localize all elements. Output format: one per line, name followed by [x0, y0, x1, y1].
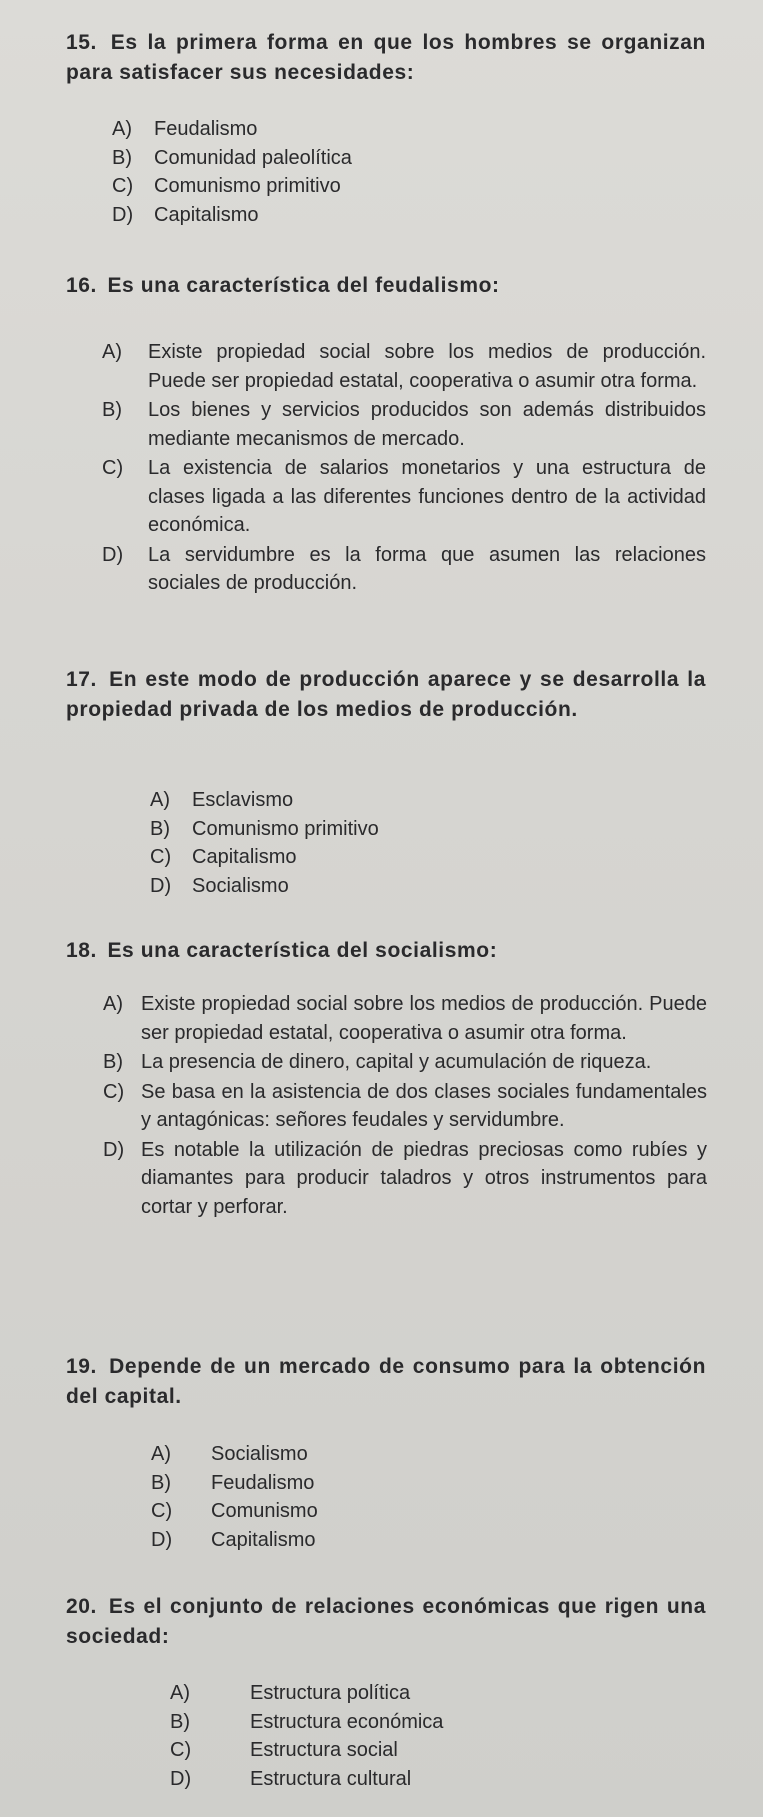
question-number: 19.	[66, 1355, 97, 1378]
question-20-prompt	[66, 1592, 706, 1652]
option-c[interactable]: C) Comunismo	[151, 1500, 318, 1522]
question-number: 16.	[66, 274, 97, 297]
question-15-prompt	[66, 28, 706, 88]
option-b[interactable]: B) Los bienes y servicios producidos son además distribuidos mediante mecanismos de mercado.	[102, 399, 706, 450]
question-text: Es la primera forma en que los hombres se organizan para satisfacer sus necesidades:	[66, 31, 706, 84]
question-16-options	[102, 338, 706, 598]
question-17	[66, 665, 706, 725]
question-16-prompt	[66, 271, 706, 301]
option-d[interactable]: D) Capitalismo	[112, 203, 259, 226]
question-19-prompt	[66, 1352, 706, 1412]
question-17-options	[150, 786, 379, 900]
question-number: 17.	[66, 668, 97, 691]
option-b[interactable]: B) Comunismo primitivo	[150, 817, 379, 840]
option-d[interactable]: D) Socialismo	[150, 874, 289, 897]
question-18-options	[103, 990, 707, 1221]
option-b[interactable]: B) Feudalismo	[151, 1471, 315, 1494]
question-16	[66, 271, 706, 301]
option-b[interactable]: B) La presencia de dinero, capital y acumulación de riqueza.	[103, 1051, 652, 1073]
option-a[interactable]: A) Feudalismo	[112, 118, 258, 140]
option-c[interactable]: C) Capitalismo	[150, 846, 297, 868]
option-c[interactable]: C) Comunismo primitivo	[112, 175, 341, 197]
option-a[interactable]: A) Existe propiedad social sobre los medios de producción. Puede ser propiedad estatal, cooperativa o asumir otra forma.	[103, 993, 707, 1044]
option-d[interactable]: D) La servidumbre es la forma que asumen las relaciones sociales de producción.	[102, 543, 706, 594]
option-d[interactable]: D) Estructura cultural	[170, 1767, 412, 1790]
question-19	[66, 1352, 706, 1412]
option-b[interactable]: B) Estructura económica	[170, 1710, 444, 1733]
question-text: Es una característica del socialismo:	[107, 939, 498, 962]
question-number: 18.	[66, 939, 97, 962]
option-a[interactable]: A) Socialismo	[151, 1443, 308, 1465]
question-15	[66, 28, 706, 88]
option-d[interactable]: D) Capitalismo	[151, 1528, 316, 1551]
question-18-prompt	[66, 936, 706, 966]
question-number: 20.	[66, 1595, 97, 1618]
question-text: Es una característica del feudalismo:	[107, 274, 500, 297]
option-d[interactable]: D) Es notable la utilización de piedras preciosas como rubíes y diamantes para producir taladros y otros instrumentos para cortar y perforar.	[103, 1138, 707, 1218]
option-a[interactable]: A) Existe propiedad social sobre los medios de producción. Puede ser propiedad estatal, cooperativa o asumir otra forma.	[102, 341, 706, 392]
question-15-options	[112, 115, 352, 229]
option-c[interactable]: C) Se basa en la asistencia de dos clases sociales fundamentales y antagónicas: señores feudales y servidumbre.	[103, 1080, 707, 1131]
question-19-options	[151, 1440, 318, 1554]
question-text: Es el conjunto de relaciones económicas que rigen una sociedad:	[66, 1595, 706, 1648]
option-b[interactable]: B) Comunidad paleolítica	[112, 146, 352, 169]
question-20-options	[170, 1679, 443, 1793]
question-18	[66, 936, 706, 966]
option-c[interactable]: C) Estructura social	[170, 1739, 398, 1761]
option-c[interactable]: C) La existencia de salarios monetarios y una estructura de clases ligada a las diferentes funciones dentro de la actividad económica.	[102, 457, 706, 536]
question-number: 15.	[66, 31, 97, 54]
question-text: Depende de un mercado de consumo para la obtención del capital.	[66, 1355, 706, 1408]
question-20	[66, 1592, 706, 1652]
question-text: En este modo de producción aparece y se desarrolla la propiedad privada de los medios de producción.	[66, 668, 706, 721]
option-a[interactable]: A) Esclavismo	[150, 789, 294, 811]
question-17-prompt	[66, 665, 706, 725]
option-a[interactable]: A) Estructura política	[170, 1682, 411, 1704]
